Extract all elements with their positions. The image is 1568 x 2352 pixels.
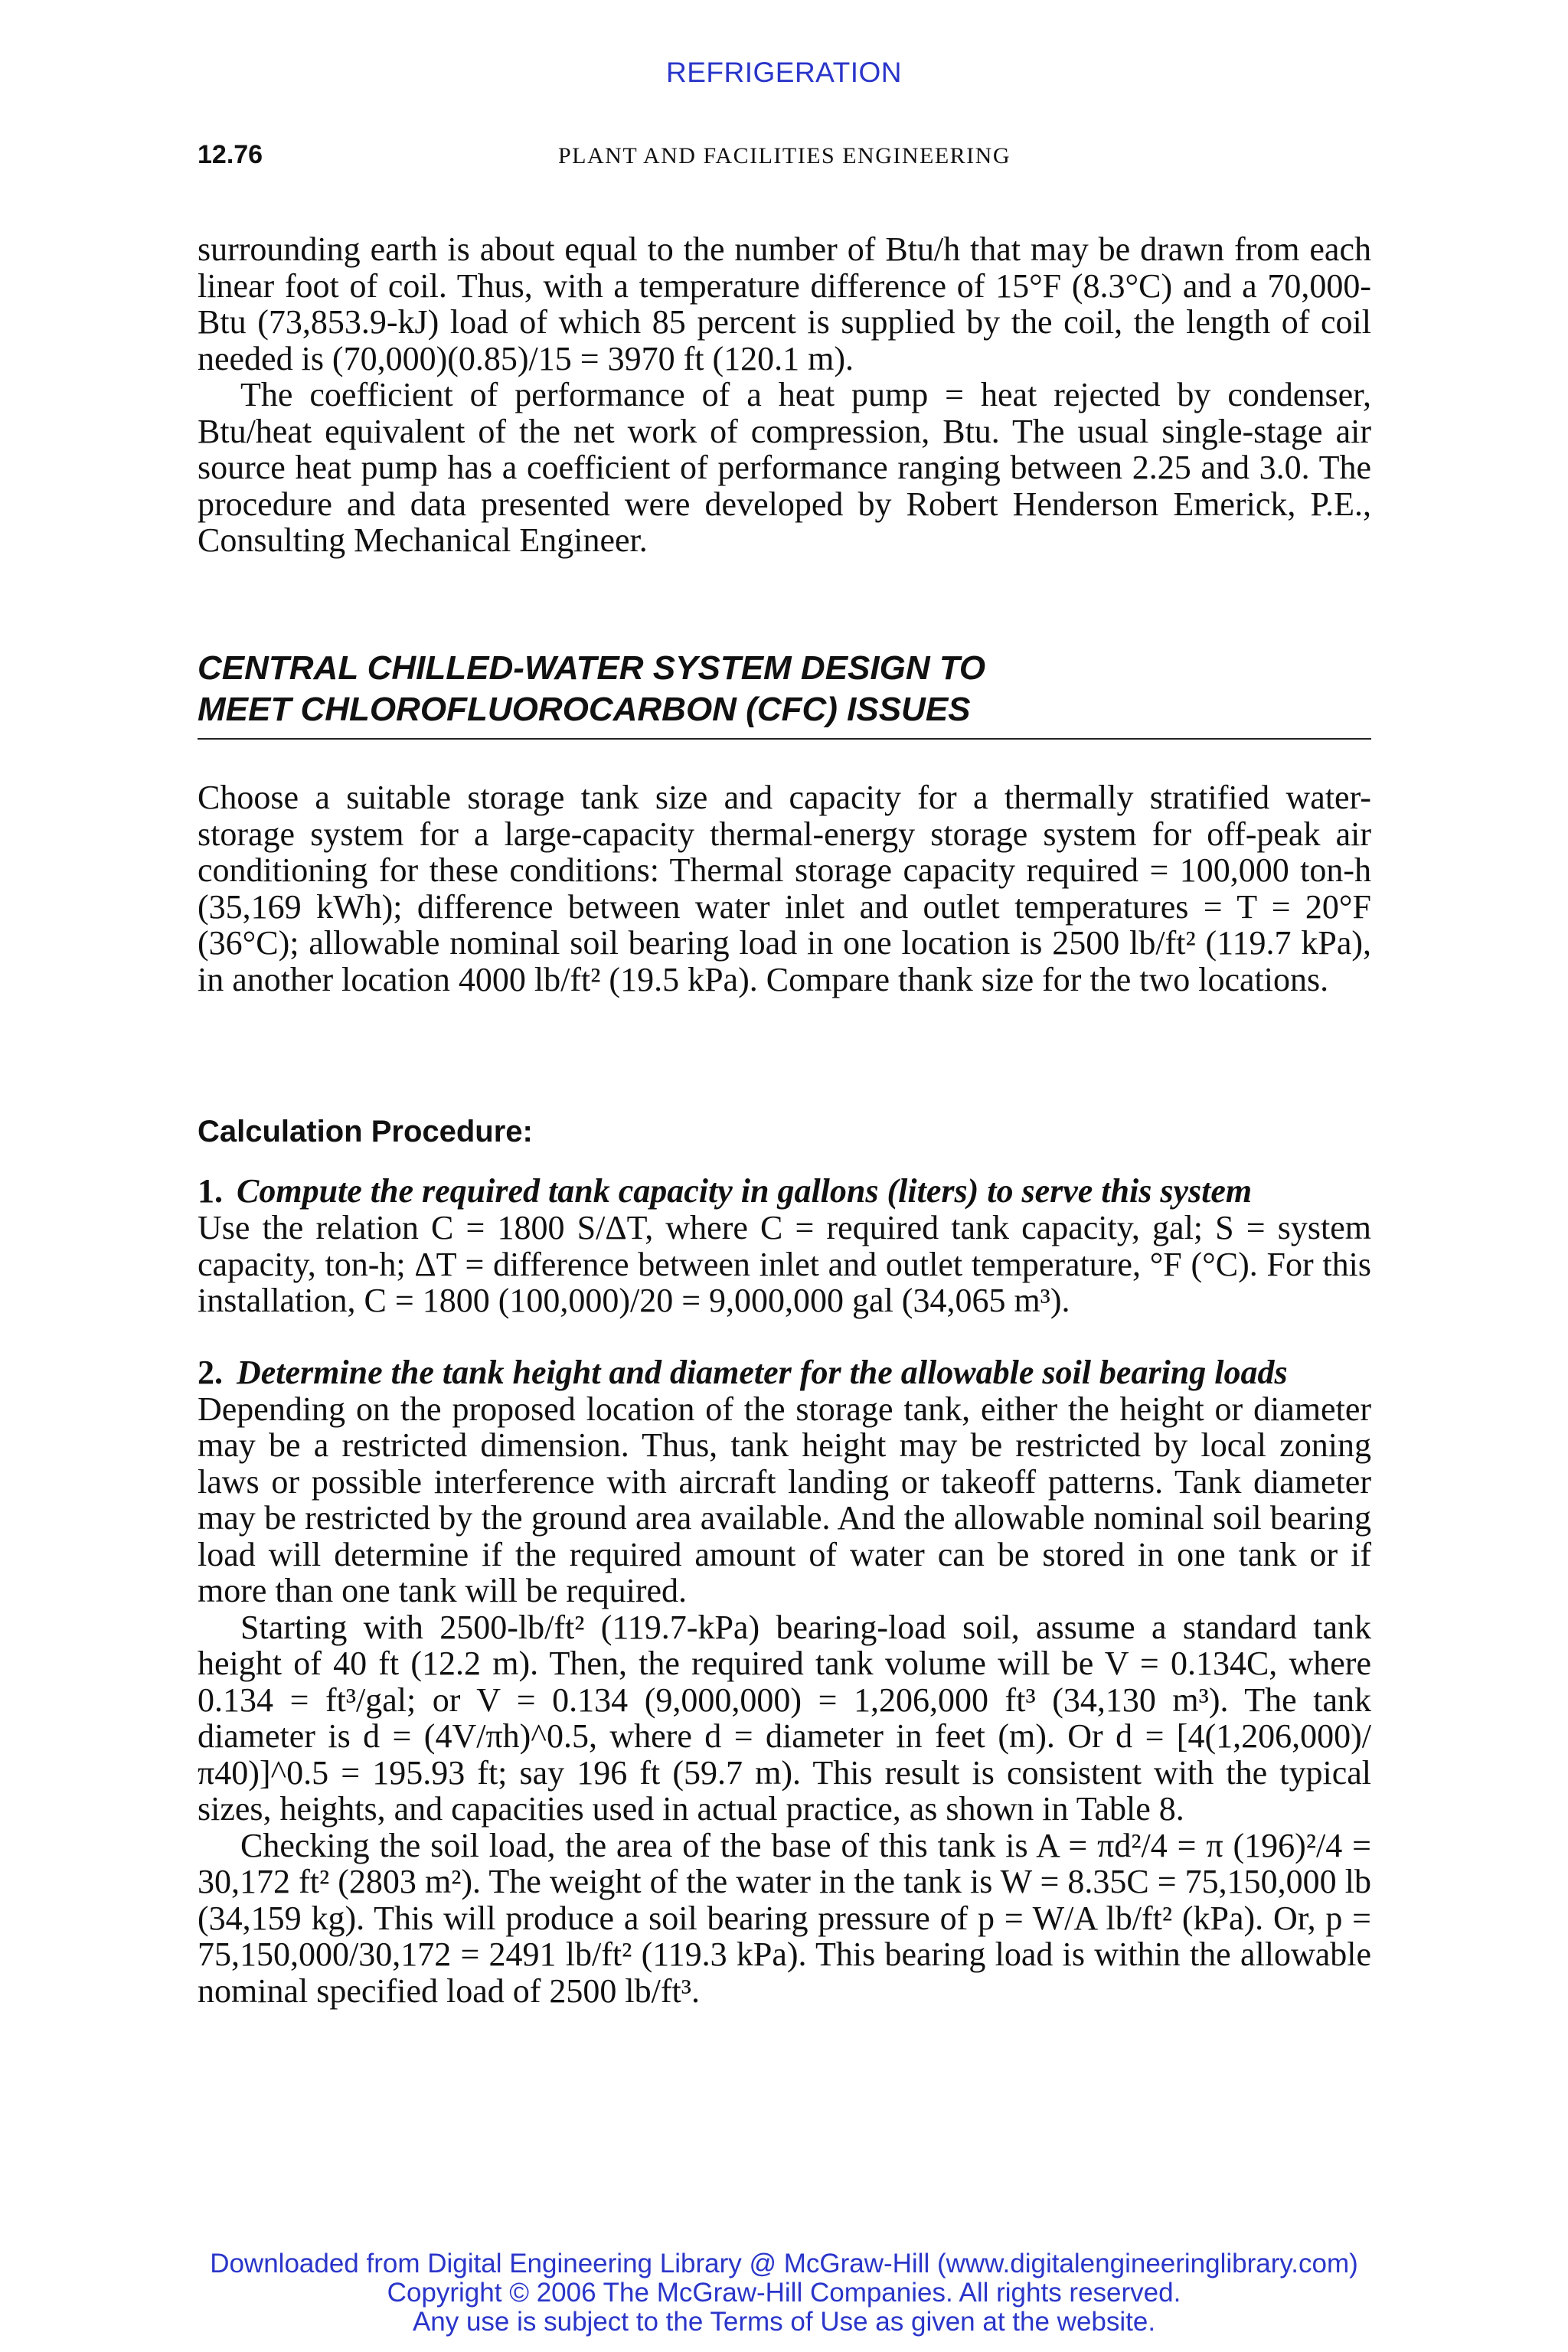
- section-title-line: CENTRAL CHILLED-WATER SYSTEM DESIGN TO: [198, 649, 986, 687]
- continuation-text: [198, 231, 1371, 559]
- step-heading: [198, 1173, 1371, 1210]
- paragraph: Choose a suitable storage tank size and capacity for a thermally stratified water-storage system for a large-capacity thermal-energy storage system for off-peak air conditioning for these conditions: Thermal storage capacity required = 100,000 ton-h (35,169 kWh); difference between water inlet and outlet temperatures = T = 20°F (36°C); allowable nominal soil bearing load in one location is 2500 lb/ft² (119.7 kPa), in another location 4000 lb/ft² (19.5 kPa). Compare thank size for the two locations.: [198, 779, 1371, 998]
- procedure-steps: [198, 1173, 1371, 2009]
- paragraph: Use the relation C = 1800 S/ΔT, where C = required tank capacity, gal; S = system capacity, ton-h; ΔT = difference between inlet and outlet temperature, °F (°C). For this installation, C = 1800 (100,000)/20 = 9,000,000 gal (34,065 m³).: [198, 1209, 1371, 1319]
- paragraph: Checking the soil load, the area of the base of this tank is A = πd²/4 = π (196)²/4 = 30,172 ft² (2803 m²). The weight of the water in the tank is W = 8.35C = 75,150,000 lb (34,159 kg). This will produce a soil bearing pressure of p = W/A lb/ft² (kPa). Or, p = 75,150,000/30,172 = 2491 lb/ft² (119.3 kPa). This bearing load is within the allowable nominal specified load of 2500 lb/ft³.: [198, 1826, 1371, 2010]
- chapter-banner: REFRIGERATION: [666, 57, 902, 88]
- section-title: [198, 648, 1371, 740]
- spacer: [198, 1319, 1371, 1354]
- footer-terms: Any use is subject to the Terms of Use as given at the website.: [412, 2307, 1156, 2337]
- step-title: Compute the required tank capacity in gallons (liters) to serve this system: [237, 1172, 1253, 1210]
- section-title-line: MEET CHLOROFLUOROCARBON (CFC) ISSUES: [198, 691, 971, 728]
- footer-download-link[interactable]: Downloaded from Digital Engineering Library @ McGraw-Hill (www.digitalengineeringlibrary.com): [210, 2249, 1358, 2278]
- paragraph: Depending on the proposed location of the storage tank, either the height or diameter may be a restricted dimension. Thus, tank height may be restricted by local zoning laws or possible interference with aircraft landing or takeoff patterns. Tank diameter may be restricted by the ground area available. And the allowable nominal soil bearing load will determine if the required amount of water can be stored in one tank or if more than one tank will be required.: [198, 1390, 1371, 1609]
- footer-notice: [0, 2249, 1568, 2337]
- paragraph: Starting with 2500-lb/ft² (119.7-kPa) bearing-load soil, assume a standard tank height of 40 ft (12.2 m). Then, the required tank volume will be V = 0.134C, where 0.134 = ft³/gal; or V = 0.134 (9,000,000) = 1,206,000 ft³ (34,130 m³). The tank diameter is d = (4V/πh)^0.5, where d = diameter in feet (m). Or d = [4(1,206,000)/π40)]^0.5 = 195.93 ft; say 196 ft (59.7 m). This result is consistent with the typical sizes, heights, and capacities used in actual practice, as shown in Table 8.: [198, 1608, 1371, 1828]
- procedure-heading: Calculation Procedure:: [198, 1115, 533, 1148]
- step-heading: [198, 1354, 1371, 1391]
- running-title: PLANT AND FACILITIES ENGINEERING: [557, 143, 1011, 168]
- running-head: [198, 140, 1371, 178]
- paragraph: The coefficient of performance of a heat pump = heat rejected by condenser, Btu/heat equivalent of the net work of compression, Btu. The usual single-stage air source heat pump has a coefficient of performance ranging between 2.25 and 3.0. The procedure and data presented were developed by Robert Henderson Emerick, P.E., Consulting Mechanical Engineer.: [198, 376, 1371, 559]
- step-number: 1.: [198, 1172, 223, 1210]
- paragraph: surrounding earth is about equal to the number of Btu/h that may be drawn from each linear foot of coil. Thus, with a temperature difference of 15°F (8.3°C) and a 70,000-Btu (73,853.9-kJ) load of which 85 percent is supplied by the coil, the length of coil needed is (70,000)(0.85)/15 = 3970 ft (120.1 m).: [198, 230, 1371, 377]
- step-number: 2.: [198, 1353, 223, 1391]
- problem-statement: [198, 779, 1371, 998]
- step-title: Determine the tank height and diameter for the allowable soil bearing loads: [237, 1353, 1288, 1391]
- page-number: 12.76: [198, 140, 263, 169]
- footer-copyright: Copyright © 2006 The McGraw-Hill Companies. All rights reserved.: [387, 2278, 1181, 2308]
